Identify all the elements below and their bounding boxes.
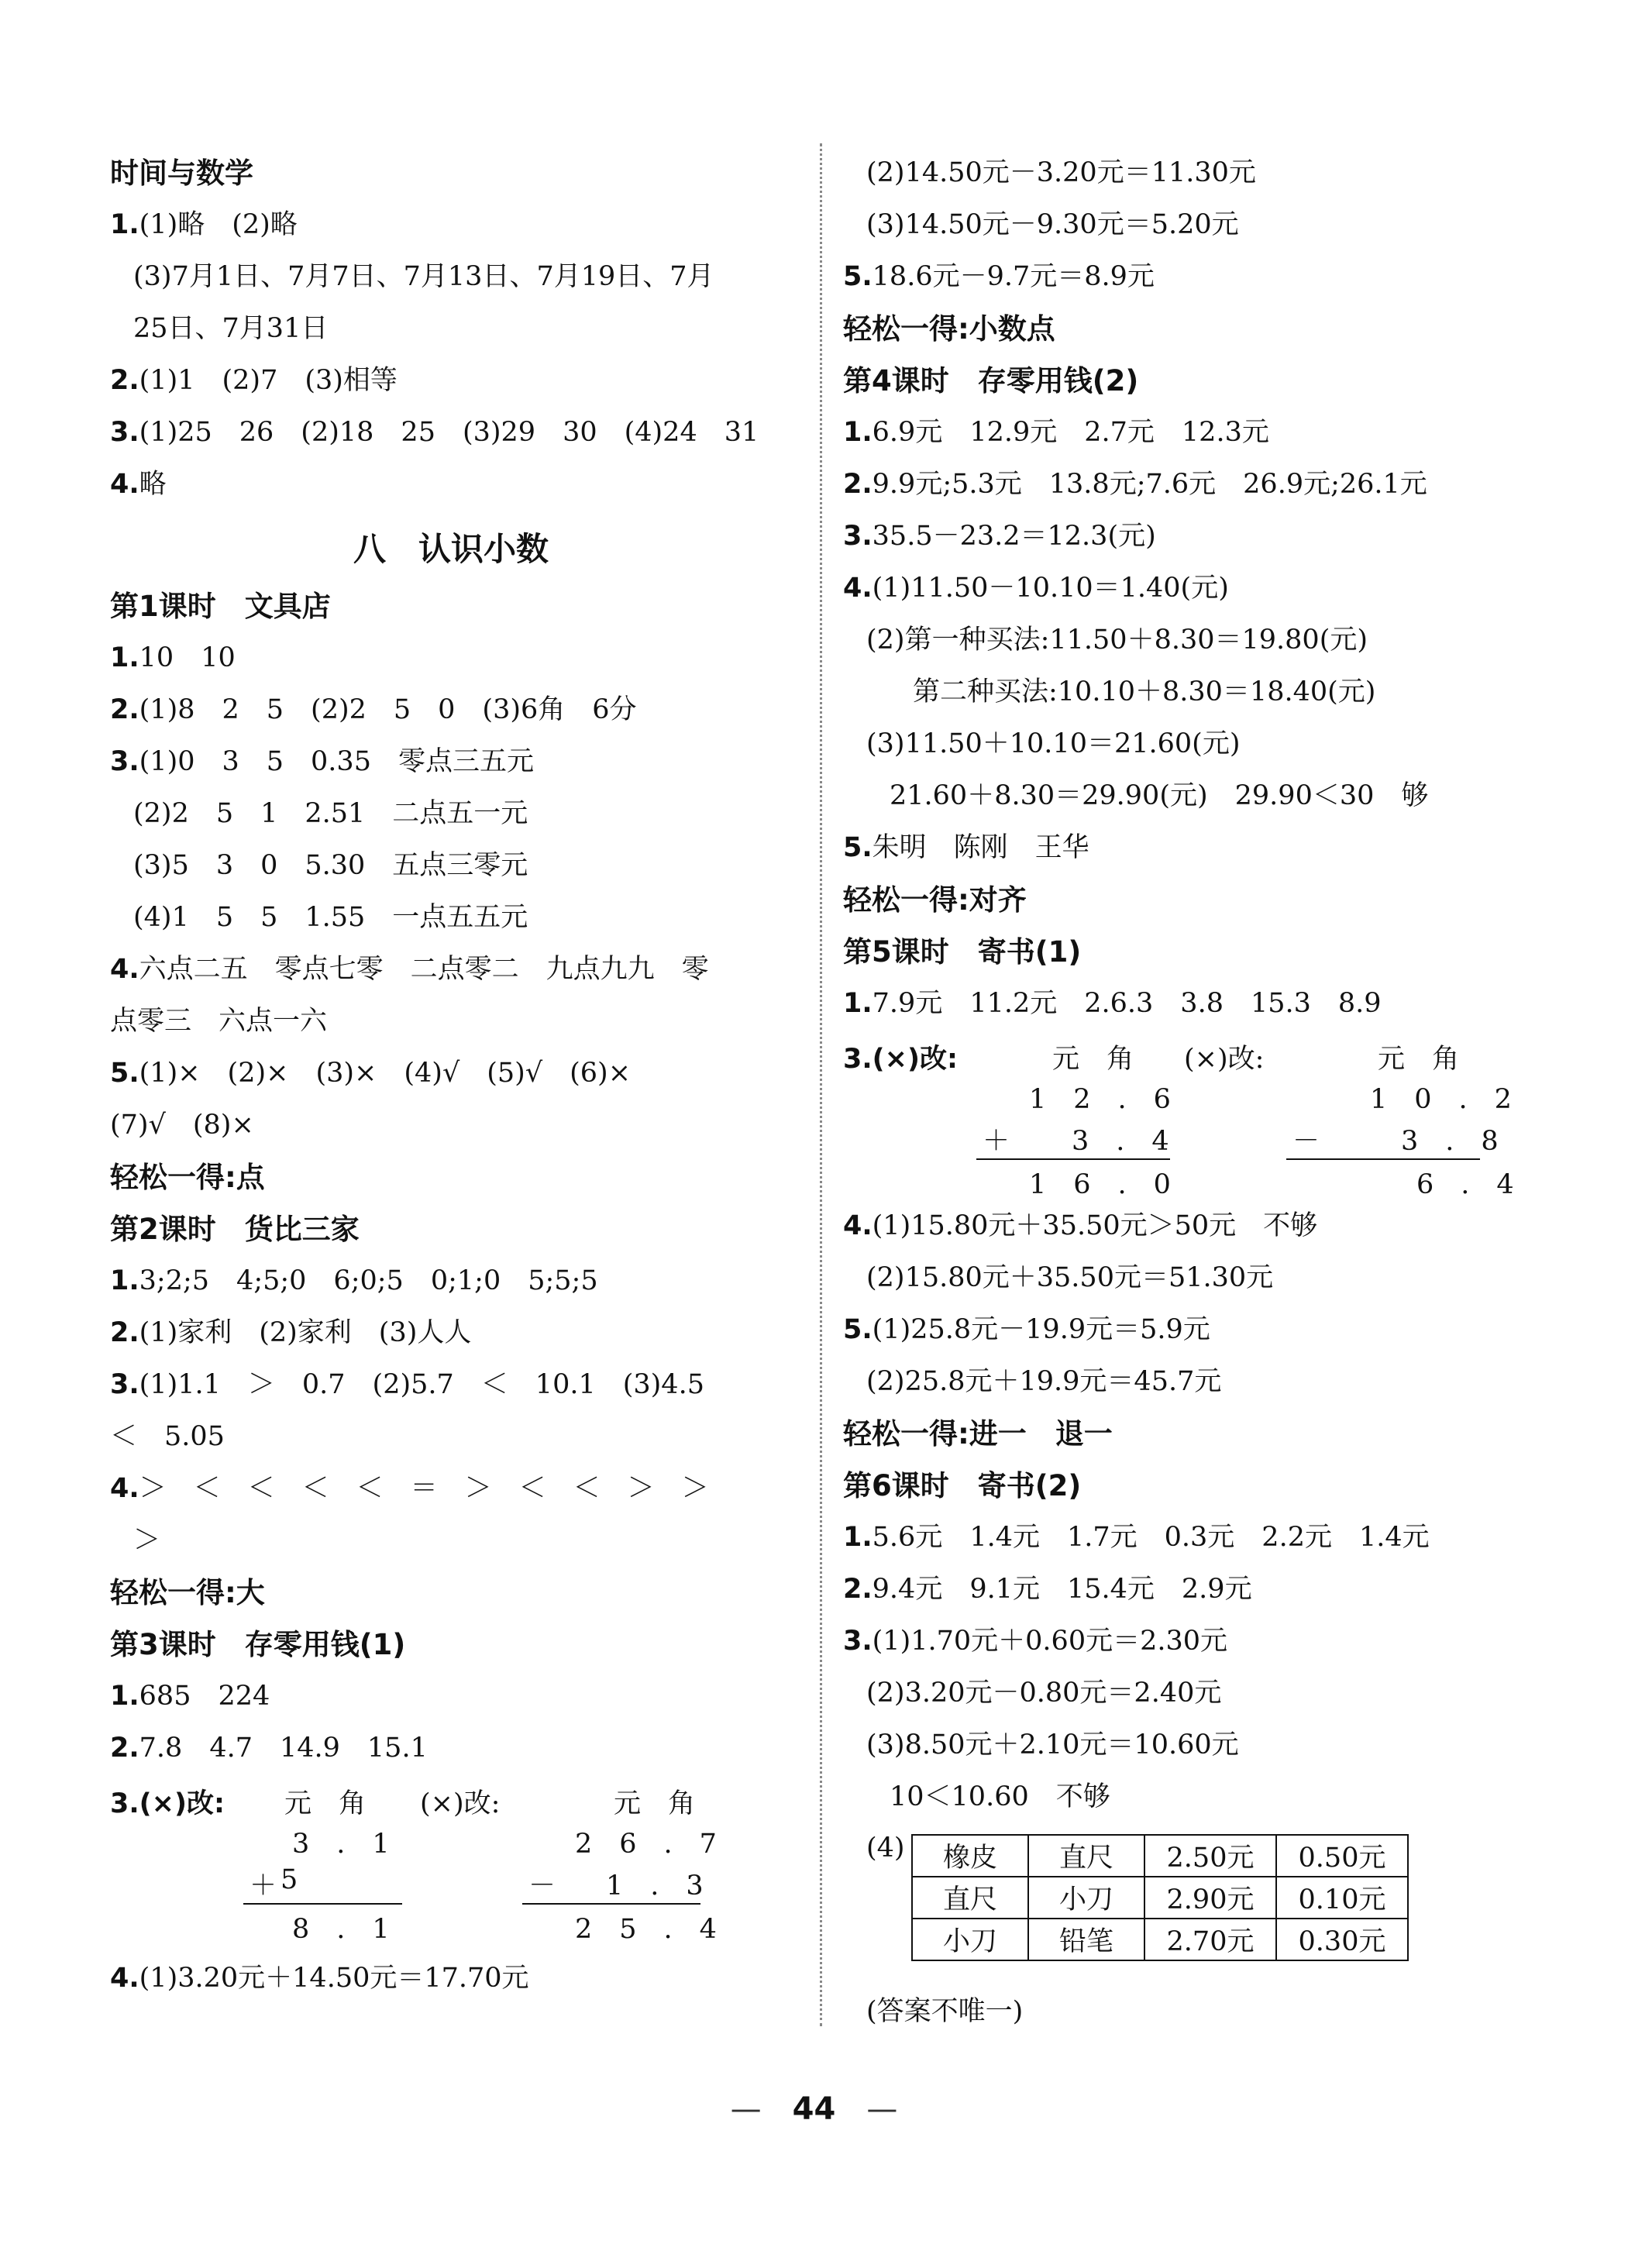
answer-line — [110, 1359, 792, 1411]
question-number: 5. — [843, 261, 873, 292]
table-row — [912, 1919, 1408, 1960]
answer-text: 略 — [139, 469, 167, 500]
answer-line — [843, 770, 1540, 822]
answer-text: ＞ — [133, 1525, 161, 1556]
question-number: 5. — [843, 832, 873, 863]
question-number: 5. — [110, 1058, 139, 1089]
answer-line — [843, 251, 1540, 303]
answer-line — [110, 840, 792, 892]
chapter-title: 八 认识小数 — [353, 530, 549, 568]
left-column — [110, 147, 792, 2005]
answer-text: (3)11.50＋10.10＝21.60(元) — [866, 728, 1241, 759]
table-cell: 铅笔 — [1028, 1919, 1144, 1960]
answer-line — [843, 1564, 1540, 1616]
table-cell: 2.90元 — [1144, 1877, 1276, 1919]
answer-text: 6.9元 12.9元 2.7元 12.3元 — [872, 417, 1269, 448]
answer-text: (2)14.50元－3.20元＝11.30元 — [866, 157, 1256, 188]
question-number: 1. — [843, 988, 873, 1019]
table-label: (4) — [866, 1833, 905, 1864]
question-number: 2. — [110, 365, 139, 396]
calc-underline — [1286, 1158, 1480, 1160]
answer-text: 18.6元－9.7元＝8.9元 — [872, 261, 1155, 292]
answer-line — [843, 1719, 1540, 1771]
answer-line — [110, 1463, 792, 1515]
question-number: 4. — [843, 573, 873, 604]
calc-row: 2 6 . 7 — [575, 1829, 717, 1860]
calc-header: 元 角 — [1378, 1044, 1460, 1075]
answer-text: ＞ ＜ ＜ ＜ ＜ ＝ ＞ ＜ ＜ ＞ ＞ — [139, 1473, 709, 1504]
section-heading: 轻松一得:小数点 — [843, 312, 1055, 346]
section-heading: 轻松一得:点 — [110, 1161, 265, 1194]
table-cell: 直尺 — [1028, 1835, 1144, 1877]
answer-line — [843, 1200, 1540, 1252]
answer-text: (2)15.80元＋35.50元＝51.30元 — [866, 1262, 1274, 1293]
answer-line — [843, 1304, 1540, 1356]
answer-text: 685 224 — [139, 1681, 270, 1712]
answer-line — [843, 563, 1540, 614]
question-number: 5. — [843, 1314, 873, 1345]
answer-text: 3;2;5 4;5;0 6;0;5 0;1;0 5;5;5 — [139, 1265, 598, 1296]
answer-line — [110, 459, 792, 511]
answer-line — [843, 978, 1540, 1030]
answer-line — [843, 1667, 1540, 1719]
answer-line — [843, 614, 1540, 666]
section-heading: 轻松一得:大 — [110, 1576, 265, 1609]
answer-line — [843, 199, 1540, 251]
page-number: — 44 — — [730, 2091, 898, 2127]
question-number: 1. — [110, 1265, 139, 1296]
answer-line — [110, 303, 792, 355]
answer-text: (1)× (2)× (3)× (4)√ (5)√ (6)× — [139, 1058, 632, 1089]
answer-line — [110, 1723, 792, 1774]
answer-line — [843, 1512, 1540, 1564]
answer-text: (2)第一种买法:11.50＋8.30＝19.80(元) — [866, 625, 1368, 656]
answer-line — [110, 736, 792, 788]
calc-row: 3 . 8 — [1401, 1126, 1499, 1157]
answer-text: (1)家利 (2)家利 (3)人人 — [139, 1317, 472, 1348]
calc-result: 6 . 4 — [1416, 1169, 1514, 1200]
answer-text: (1)25 26 (2)18 25 (3)29 30 (4)24 31 — [139, 417, 759, 448]
answer-line — [843, 459, 1540, 511]
answer-line — [110, 1953, 792, 2005]
calc-operator: ＋ — [250, 1870, 277, 1901]
answer-line — [843, 718, 1540, 770]
answer-text: (1)15.80元＋35.50元＞50元 不够 — [872, 1210, 1318, 1241]
answer-text: (2)2 5 1 2.51 二点五一元 — [133, 798, 528, 829]
calc-row: 5 — [281, 1864, 298, 1895]
question-number: 1. — [110, 209, 139, 240]
calc-row: 3 . 4 — [1072, 1126, 1169, 1157]
answer-line — [110, 1100, 792, 1151]
table-cell: 2.50元 — [1144, 1835, 1276, 1877]
answer-text: 六点二五 零点七零 二点零二 九点九九 零 — [139, 954, 709, 985]
table-cell: 直尺 — [912, 1877, 1028, 1919]
question-number: 4. — [110, 469, 139, 500]
answer-line — [110, 996, 792, 1048]
answer-text: (3)7月1日、7月7日、7月13日、7月19日、7月 — [133, 261, 714, 292]
table-cell: 小刀 — [1028, 1877, 1144, 1919]
section-heading: 第6课时 寄书(2) — [843, 1469, 1082, 1502]
question-number: 3. — [110, 746, 139, 777]
answer-line — [110, 632, 792, 684]
answer-line — [110, 944, 792, 996]
calc-result: 1 6 . 0 — [1029, 1169, 1171, 1200]
calc-row: 1 0 . 2 — [1370, 1084, 1512, 1115]
section-heading: 第2课时 货比三家 — [110, 1213, 360, 1246]
answer-text: 朱明 陈刚 王华 — [872, 832, 1089, 863]
answer-line — [110, 407, 792, 459]
calc-operator: － — [528, 1870, 556, 1901]
answer-line — [843, 822, 1540, 874]
answer-text: 35.5－23.2＝12.3(元) — [872, 521, 1156, 552]
answer-text: 7.9元 11.2元 2.6.3 3.8 15.3 8.9 — [872, 988, 1382, 1019]
calc-underline — [243, 1903, 402, 1905]
answer-text: (1)略 (2)略 — [139, 209, 298, 240]
answer-text: 第二种买法:10.10＋8.30＝18.40(元) — [913, 676, 1376, 707]
calc-label: 3.(×)改: — [843, 1044, 958, 1075]
answer-line — [110, 1307, 792, 1359]
section-heading: 轻松一得:对齐 — [843, 883, 1027, 917]
question-number: 3. — [110, 1369, 139, 1400]
section-heading: 时间与数学 — [110, 157, 253, 190]
question-number: 2. — [110, 694, 139, 725]
table-row — [912, 1877, 1408, 1919]
calc-header: 元 角 — [284, 1788, 367, 1819]
calc-operator: ＋ — [983, 1126, 1010, 1157]
calc-result: 8 . 1 — [292, 1914, 390, 1945]
table-row — [912, 1835, 1408, 1877]
calc-header: 元 角 — [1052, 1044, 1134, 1075]
calc-underline — [522, 1903, 700, 1905]
answer-text: 9.4元 9.1元 15.4元 2.9元 — [872, 1574, 1252, 1605]
answer-line — [110, 355, 792, 407]
answer-text: 10 10 — [139, 642, 236, 673]
answer-line — [843, 407, 1540, 459]
answer-line — [110, 684, 792, 736]
answer-text: (3)5 3 0 5.30 五点三零元 — [133, 850, 528, 881]
answer-text: 10＜10.60 不够 — [890, 1781, 1110, 1812]
question-number: 1. — [843, 417, 873, 448]
answer-line — [110, 199, 792, 251]
question-number: 1. — [110, 1681, 139, 1712]
answer-text: (3)14.50元－9.30元＝5.20元 — [866, 209, 1239, 240]
calc-label: (×)改: — [420, 1788, 501, 1819]
answer-line — [110, 1671, 792, 1723]
answer-text: ＜ 5.05 — [110, 1421, 225, 1452]
answer-line — [110, 1411, 792, 1463]
answer-text: (1)8 2 5 (2)2 5 0 (3)6角 6分 — [139, 694, 637, 725]
answer-line — [843, 147, 1540, 199]
question-number: 4. — [843, 1210, 873, 1241]
answer-line — [110, 1255, 792, 1307]
answer-line — [110, 1515, 792, 1567]
calc-label: 3.(×)改: — [110, 1788, 225, 1819]
answer-line — [843, 1252, 1540, 1304]
calc-header: 元 角 — [614, 1788, 696, 1819]
question-number: 1. — [843, 1522, 873, 1553]
calc-label: (×)改: — [1184, 1044, 1265, 1075]
table-cell: 小刀 — [912, 1919, 1028, 1960]
answer-text: (4)1 5 5 1.55 一点五五元 — [133, 902, 528, 933]
question-number: 4. — [110, 954, 139, 985]
calc-operator: － — [1292, 1126, 1320, 1157]
question-number: 3. — [843, 1626, 873, 1657]
vertical-calculation — [110, 1774, 792, 1945]
answer-text: 9.9元;5.3元 13.8元;7.6元 26.9元;26.1元 — [872, 469, 1427, 500]
answer-text: (3)8.50元＋2.10元＝10.60元 — [866, 1729, 1239, 1760]
question-number: 2. — [843, 1574, 873, 1605]
section-heading: 第3课时 存零用钱(1) — [110, 1628, 406, 1661]
answer-text: 7.8 4.7 14.9 15.1 — [139, 1733, 428, 1764]
answer-text: 25日、7月31日 — [133, 313, 329, 344]
answer-line — [110, 1048, 792, 1100]
section-heading: 第5课时 寄书(1) — [843, 935, 1082, 969]
vertical-calculation — [843, 1030, 1540, 1200]
table-cell: 橡皮 — [912, 1835, 1028, 1877]
table-cell: 0.30元 — [1276, 1919, 1408, 1960]
question-number: 3. — [843, 521, 873, 552]
answer-text: (1)1.70元＋0.60元＝2.30元 — [872, 1626, 1228, 1657]
answer-text: (1)1.1 ＞ 0.7 (2)5.7 ＜ 10.1 (3)4.5 — [139, 1369, 704, 1400]
calc-row: 1 . 3 — [606, 1870, 704, 1901]
answer-text: (1)11.50－10.10＝1.40(元) — [872, 573, 1229, 604]
answer-line — [110, 788, 792, 840]
answer-text: (7)√ (8)× — [110, 1110, 254, 1141]
answer-line — [843, 1616, 1540, 1667]
answer-text: (2)3.20元－0.80元＝2.40元 — [866, 1678, 1222, 1709]
answer-table — [911, 1834, 1409, 1961]
section-heading: 第1课时 文具店 — [110, 590, 331, 623]
table-block — [843, 1823, 1540, 1986]
calc-row: 1 2 . 6 — [1029, 1084, 1171, 1115]
column-divider — [820, 143, 822, 2026]
answer-text: 21.60＋8.30＝29.90(元) 29.90＜30 够 — [890, 780, 1429, 811]
section-heading: 第4课时 存零用钱(2) — [843, 364, 1139, 398]
answer-text: (1)1 (2)7 (3)相等 — [139, 365, 398, 396]
calc-row: 3 . 1 — [292, 1829, 390, 1860]
answer-text: (2)25.8元＋19.9元＝45.7元 — [866, 1366, 1222, 1397]
question-number: 3. — [110, 417, 139, 448]
answer-text: (1)0 3 5 0.35 零点三五元 — [139, 746, 534, 777]
section-heading: 轻松一得:进一 退一 — [843, 1417, 1113, 1451]
note: (答案不唯一) — [866, 1996, 1024, 2027]
answer-line — [110, 251, 792, 303]
calc-underline — [976, 1158, 1170, 1160]
calc-result: 2 5 . 4 — [575, 1914, 717, 1945]
table-cell: 0.50元 — [1276, 1835, 1408, 1877]
answer-line — [843, 511, 1540, 563]
table-cell: 2.70元 — [1144, 1919, 1276, 1960]
question-number: 1. — [110, 642, 139, 673]
answer-text: (1)25.8元－19.9元＝5.9元 — [872, 1314, 1210, 1345]
answer-text: 5.6元 1.4元 1.7元 0.3元 2.2元 1.4元 — [872, 1522, 1430, 1553]
answer-text: 点零三 六点一六 — [110, 1006, 328, 1037]
question-number: 4. — [110, 1473, 139, 1504]
answer-line — [843, 1771, 1540, 1823]
answer-text: (1)3.20元＋14.50元＝17.70元 — [139, 1963, 529, 1994]
question-number: 4. — [110, 1963, 139, 1994]
question-number: 2. — [110, 1733, 139, 1764]
answer-line — [843, 1356, 1540, 1408]
answer-line — [110, 892, 792, 944]
answer-line — [843, 666, 1540, 718]
table-cell: 0.10元 — [1276, 1877, 1408, 1919]
question-number: 2. — [843, 469, 873, 500]
question-number: 2. — [110, 1317, 139, 1348]
right-column — [843, 147, 1540, 2038]
